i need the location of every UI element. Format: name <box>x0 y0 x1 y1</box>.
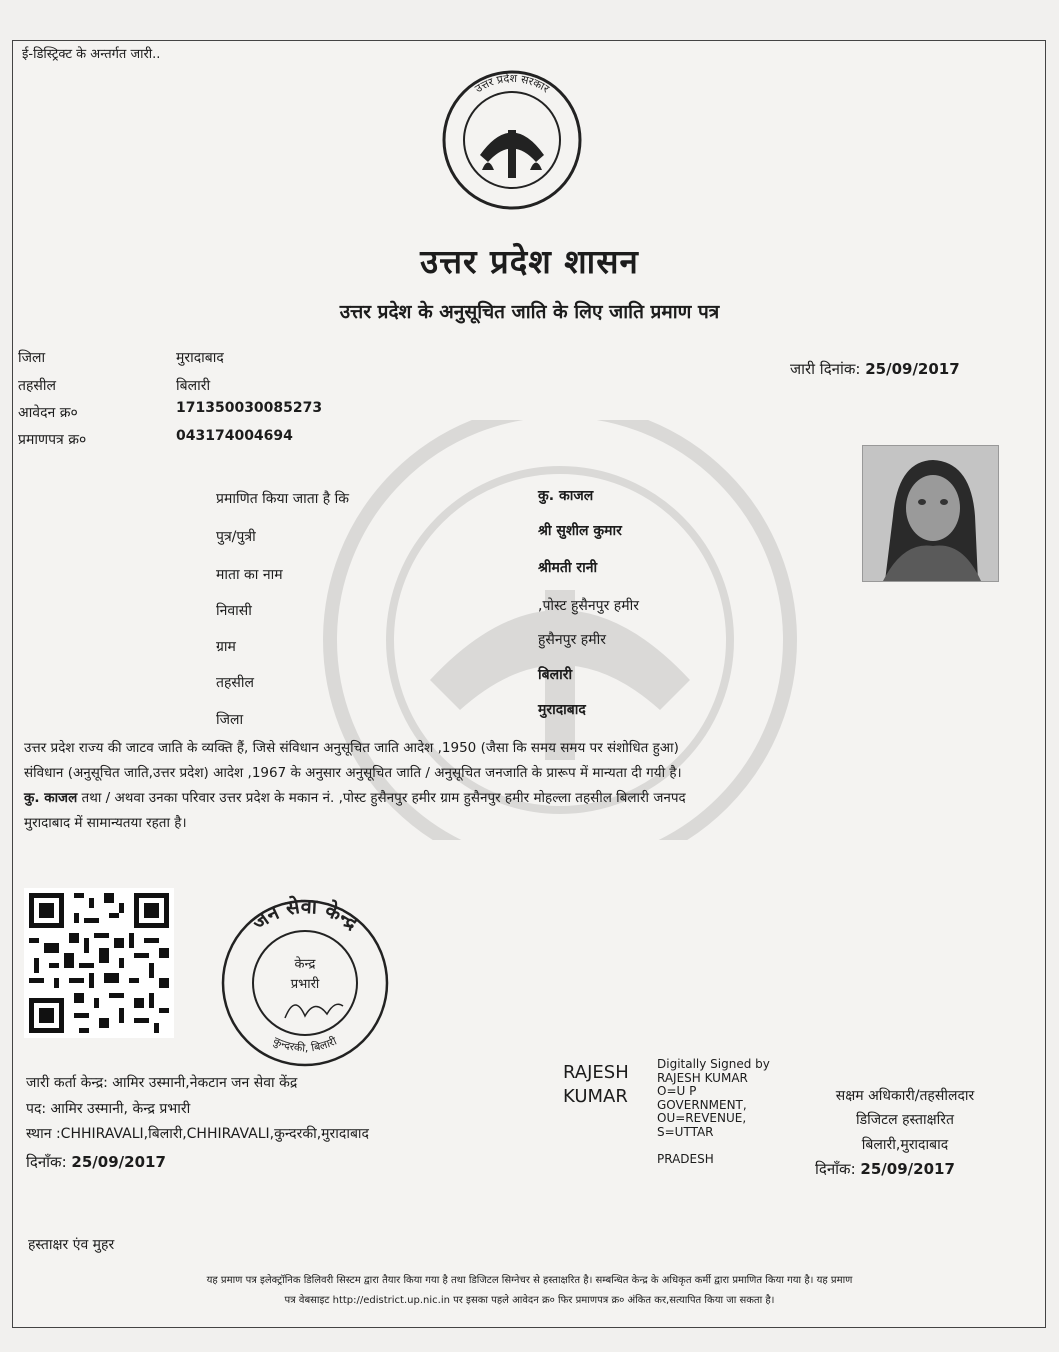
seal-top-text: जन सेवा केन्द्र <box>247 893 364 935</box>
authority-place: बिलारी,मुरादाबाद <box>861 1137 949 1153</box>
detail-value-tehsil: बिलारी <box>538 667 573 683</box>
meta-label-certificate-no: प्रमाणपत्र क्र० <box>18 432 87 448</box>
page-title: उत्तर प्रदेश शासन <box>420 242 639 281</box>
svg-text:जन सेवा केन्द्र <box>246 894 364 936</box>
authority-signed: डिजिटल हस्ताक्षरित <box>856 1112 954 1128</box>
detail-value-village: हुसैनपुर हमीर <box>538 632 606 648</box>
issuer-date-value: 25/09/2017 <box>71 1153 166 1171</box>
signature-and-seal-label: हस्ताक्षर एंव मुहर <box>28 1237 115 1253</box>
issue-date <box>790 359 960 379</box>
paragraph-line-1: उत्तर प्रदेश राज्य की जाटव जाति के व्यक्ति हैं, जिसे संविधान अनुसूचित जाति आदेश ,1950 (जैसा कि समय समय पर संशोधित हुआ) <box>24 740 679 756</box>
authority-title: सक्षम अधिकारी/तहसीलदार <box>835 1088 975 1104</box>
paragraph-line-2: संविधान (अनुसूचित जाति,उत्तर प्रदेश) आदेश ,1967 के अनुसार अनुसूचित जाति / अनुसूचित जनजाति के प्रारूप में मान्यता दी गयी है। <box>24 765 682 781</box>
sig-detail-line: PRADESH <box>657 1152 714 1166</box>
sig-detail-line: Digitally Signed by <box>657 1057 770 1071</box>
detail-label-village: ग्राम <box>216 639 236 655</box>
detail-label-tehsil: तहसील <box>216 675 254 691</box>
issuer-center: जारी कर्ता केन्द्र: आमिर उस्मानी,नेकटान जन सेवा केंद्र <box>26 1075 298 1091</box>
sig-detail-line: O=U P <box>657 1084 697 1098</box>
seal-middle-text: केन्द्र <box>294 957 316 972</box>
signer-name-line-2: KUMAR <box>563 1086 628 1107</box>
seal-bottom-text: कुन्दरकी, बिलारी <box>271 1034 339 1055</box>
detail-label-district: जिला <box>216 712 244 728</box>
emblem-text: उत्तर प्रदेश सरकार <box>472 71 552 96</box>
jan-seva-kendra-seal-icon <box>205 888 405 1068</box>
meta-value-tehsil: बिलारी <box>176 378 211 394</box>
issuer-post: पद: आमिर उस्मानी, केन्द्र प्रभारी <box>26 1101 191 1117</box>
certification-paragraph <box>24 736 686 836</box>
authority-date <box>815 1159 955 1179</box>
detail-label-certified: प्रमाणित किया जाता है कि <box>216 491 350 507</box>
detail-value-father: श्री सुशील कुमार <box>538 523 622 539</box>
issue-date-label: जारी दिनांक: <box>790 360 861 378</box>
paragraph-applicant-name: कु. काजल <box>24 790 78 806</box>
detail-value-name: कु. काजल <box>538 488 594 504</box>
paragraph-line-3 <box>24 786 686 811</box>
issuer-date <box>26 1152 166 1172</box>
meta-value-district: मुरादाबाद <box>176 350 224 366</box>
signature-scribble-icon <box>285 1004 343 1018</box>
sig-detail-line: S=UTTAR <box>657 1124 714 1139</box>
detail-label-son-daughter-of: पुत्र/पुत्री <box>216 529 256 545</box>
issued-under-note: ई-डिस्ट्रिक्ट के अन्तर्गत जारी.. <box>22 47 161 62</box>
detail-value-resident: ,पोस्ट हुसैनपुर हमीर <box>538 598 639 614</box>
detail-value-mother: श्रीमती रानी <box>538 560 598 576</box>
issue-date-value: 25/09/2017 <box>865 360 960 378</box>
meta-value-application-no: 171350030085273 <box>176 400 323 416</box>
seal-middle-text-2: प्रभारी <box>290 977 320 992</box>
meta-value-certificate-no: 043174004694 <box>176 428 293 444</box>
issuer-place: स्थान :CHHIRAVALI,बिलारी,CHHIRAVALI,कुन्दरकी,मुरादाबाद <box>26 1126 369 1142</box>
detail-value-district: मुरादाबाद <box>538 702 586 718</box>
detail-label-resident: निवासी <box>216 603 252 619</box>
sig-detail-line: OU=REVENUE, <box>657 1111 747 1125</box>
person-photo-icon <box>863 446 998 581</box>
footer-line-1: यह प्रमाण पत्र इलेक्ट्रॉनिक डिलिवरी सिस्टम द्वारा तैयार किया गया है तथा डिजिटल सिग्नेचर से हस्ताक्षरित है। सम्बन्धित केन्द्र के अधिकृत कर्मी द्वारा प्रमाणित किया गया है। यह प्रमाण <box>206 1275 853 1286</box>
up-government-emblem-icon <box>432 60 592 210</box>
meta-label-tehsil: तहसील <box>18 378 56 394</box>
paragraph-line-4: मुरादाबाद में सामान्यतया रहता है। <box>24 815 187 831</box>
sig-detail-line: RAJESH KUMAR <box>657 1070 748 1085</box>
qr-code-icon[interactable] <box>24 888 174 1038</box>
sig-detail-line: GOVERNMENT, <box>657 1097 747 1112</box>
digital-signature-details <box>657 1058 770 1167</box>
issuer-date-label: दिनाँक: <box>26 1153 67 1171</box>
meta-label-application-no: आवेदन क्र० <box>18 405 78 421</box>
authority-date-label: दिनाँक: <box>815 1160 856 1178</box>
detail-label-mother: माता का नाम <box>216 567 283 583</box>
svg-text:कुन्दरकी, बिलारी <box>271 1034 338 1054</box>
page-subtitle: उत्तर प्रदेश के अनुसूचित जाति के लिए जाति प्रमाण पत्र <box>339 301 720 323</box>
paragraph-line-3-rest: तथा / अथवा उनका परिवार उत्तर प्रदेश के मकान नं. ,पोस्ट हुसैनपुर हमीर ग्राम हुसैनपुर हमीर मोहल्ला तहसील बिलारी जनपद <box>77 790 686 806</box>
authority-date-value: 25/09/2017 <box>860 1160 955 1178</box>
meta-label-district: जिला <box>18 350 46 366</box>
digital-signer-name <box>563 1061 629 1109</box>
footer-line-2: पत्र वेबसाइट http://edistrict.up.nic.in पर इसका पहले आवेदन क्र० फिर प्रमाणपत्र क्र० अंकित कर,सत्यापित किया जा सकता है। <box>284 1295 775 1306</box>
signer-name-line-1: RAJESH <box>563 1062 629 1083</box>
applicant-photo <box>862 445 999 582</box>
